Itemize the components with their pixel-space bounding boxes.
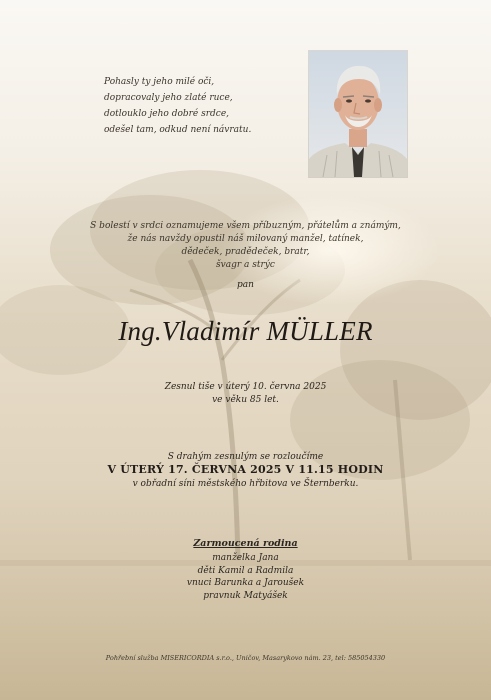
announcement-text [0,220,491,272]
announcement-line: dědeček, pradědeček, bratr, [181,247,310,257]
family-title: Zarmoucená rodina [193,538,298,549]
funeral-place: v obřadní síni městského hřbitova ve Šternberku. [132,479,359,489]
funeral-intro: S drahým zesnulým se rozloučíme [167,452,324,462]
death-date: Zesnul tiše v úterý 10. června 2025 [164,382,327,392]
portrait-photo [309,51,407,177]
honorific: pan [237,280,254,290]
funeral-date: V ÚTERÝ 17. ČERVNA 2025 V 11.15 HODIN [107,463,384,476]
announcement-line: že nás navždy opustil náš milovaný manžel, tatínek, [127,234,364,244]
deceased-name: Ing.Vladimír MÜLLER [118,316,373,346]
poem-line: dotlouklo jeho dobré srdce, [104,109,230,119]
family-list [0,552,491,602]
poem-line: odešel tam, odkud není návratu. [104,125,252,135]
poem-line: Pohasly ty jeho milé oči, [104,77,215,87]
family-member: děti Kamil a Radmila [197,565,294,576]
family-member: vnuci Barunka a Jaroušek [186,578,305,588]
death-age: ve věku 85 let. [212,395,279,405]
announcement-line: švagr a strýc [216,260,275,270]
announcement-line: S bolestí v srdci oznamujeme všem příbuzným, přátelům a známým, [90,221,401,231]
funeral-service-footer: Pohřební služba MISERICORDIA s.r.o., Uničov, Masarykovo nám. 23, tel: 585054330 [105,654,386,662]
memorial-poem [104,74,304,138]
death-info [0,381,491,407]
family-member: manželka Jana [212,553,279,563]
family-member: pravnuk Matyášek [203,590,288,601]
poem-line: dopracovaly jeho zlaté ruce, [104,93,233,103]
